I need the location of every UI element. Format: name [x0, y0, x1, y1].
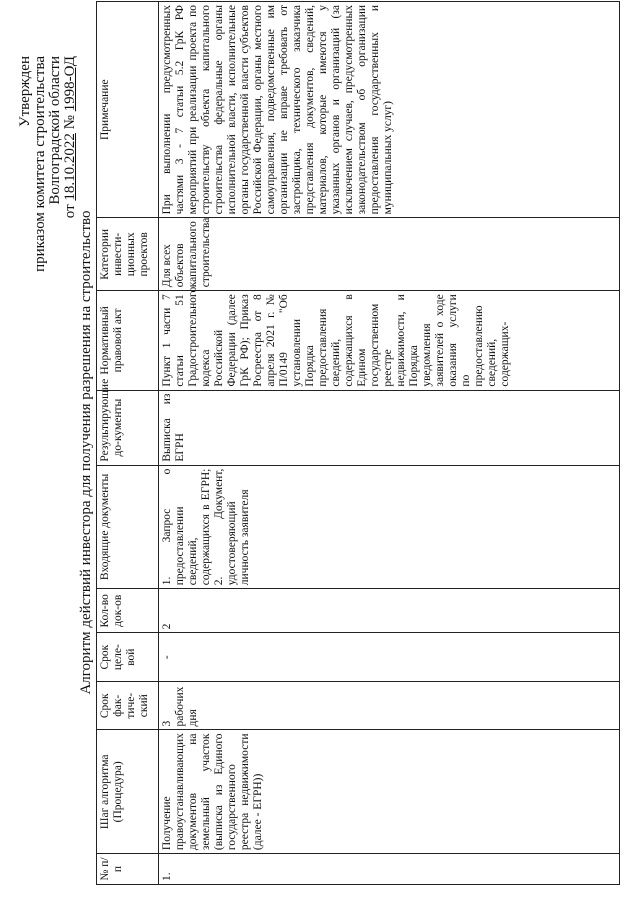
header-actual-term: Срок фак-тиче-ский [97, 681, 159, 730]
header-note: Примечание [97, 2, 159, 218]
approval-number: 1998-ОД [62, 56, 78, 112]
header-step: Шаг алгоритма (Процедура) [97, 730, 159, 854]
approval-line-4: от 18.10.2022 № 1998-ОД [62, 56, 78, 219]
cell-target-term: - [159, 633, 620, 682]
header-doc-count: Кол-во док-ов [97, 589, 159, 633]
header-result-docs: Результирующие до-кументы [97, 390, 159, 465]
approval-line-3: Волгоградской области [47, 56, 63, 205]
cell-input-docs: 1. Запрос о предоставлении сведений, содержащихся в ЕГРН; 2. Документ, удостоверяющий личность заявителя [159, 465, 620, 589]
header-input-docs: Входящие документы [97, 465, 159, 589]
cell-category: Для всех объектов капитального строительства [159, 218, 620, 291]
cell-num: 1. [159, 854, 620, 885]
header-target-term: Срок целе-вой [97, 633, 159, 682]
approval-line-2: приказом комитета строительства [32, 56, 48, 272]
header-legal-act: Нормативный правовой акт [97, 291, 159, 390]
cell-step: Получение правоустанавливающих документов на земельный участок (выписка из Единого государственного реестра недвижимости (далее - ЕГРН)) [159, 730, 620, 854]
approval-date: 18.10.2022 [62, 133, 78, 201]
document-title: Алгоритм действий инвестора для получения разрешения на строительство [78, 210, 94, 695]
algorithm-table [96, 1, 620, 885]
table-row [159, 2, 620, 885]
approval-line-1: Утвержден [17, 56, 33, 128]
cell-note: При выполнении предусмотренных частями 3 - 7 статьи 5.2 ГрК РФ мероприятий при реализации проекта по строительству объекта капитального строительства федеральные органы исполнительной власти, исполнительные органы государственной власти субъектов Российской Федерации, органы местного самоуправления, подведомственные им организации не вправе требовать от застройщика, технического заказчика представления документов, сведений, материалов, которые имеются у указанных органов и организаций (за исключением случаев, предусмотренных законодательством об организации предоставления государственных и муниципальных услуг) [159, 2, 620, 218]
cell-result-docs: Выписка из ЕГРН [159, 390, 620, 465]
cell-actual-term: 3 рабочих дня [159, 681, 620, 730]
approval-stamp [18, 56, 78, 316]
table-header-row [97, 2, 159, 885]
header-category: Категории инвести-ционных проектов [97, 218, 159, 291]
cell-doc-count: 2 [159, 589, 620, 633]
header-num: № п/п [97, 854, 159, 885]
cell-legal-act: Пункт 1 части 7 статьи 51 Градостроительного кодекса Российской Федерации (далее ГрК РФ); Приказ Росреестра от 8 апреля 2021 г. № П/0149 "Об установлении Порядка предоставления сведений, содержащихся в Едином государственном реестре недвижимости, и Порядка уведомления заявителей о ходе оказания услуги по предоставлению сведений, содержащих- [159, 291, 620, 390]
